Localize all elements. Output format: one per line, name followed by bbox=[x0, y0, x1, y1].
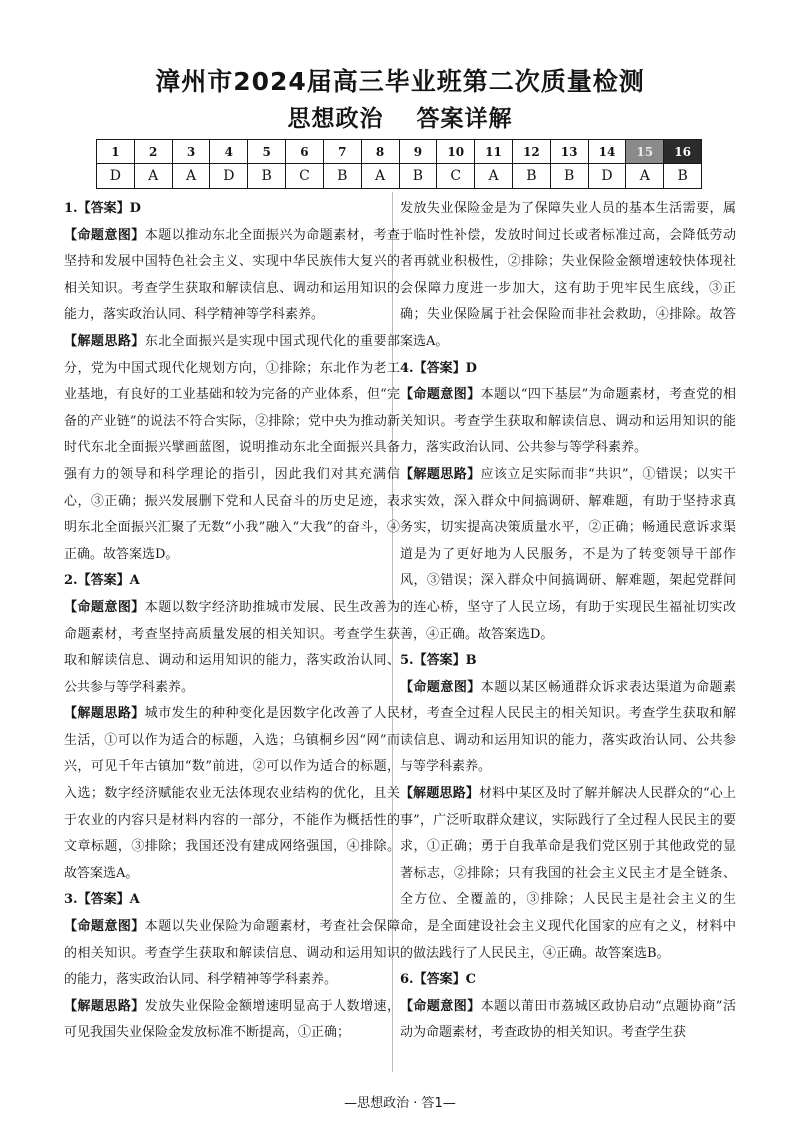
answer-cell: D bbox=[210, 164, 248, 189]
question-number-cell: 15 bbox=[626, 140, 664, 164]
paragraph-text: 本题以数字经济助推城市发展、民生改善为命题素材，考查坚持高质量发展的相关知识。考查学生获取和解读信息、调动和运用知识的能力，落实政治认同、公共参与等学科素养。 bbox=[64, 599, 400, 695]
explanation-paragraph bbox=[64, 701, 400, 887]
question-number-cell: 12 bbox=[512, 140, 550, 164]
section-label: 【解题思路】 bbox=[64, 333, 145, 349]
answer-cell: B bbox=[512, 164, 550, 189]
question-number-cell: 11 bbox=[475, 140, 513, 164]
question-number-cell: 6 bbox=[286, 140, 324, 164]
paragraph-text: 本题以“四下基层”为命题素材，考查党的相关知识。考查学生获取和解读信息、调动和运用知识的能力，落实政治认同、公共参与等学科素养。 bbox=[400, 387, 736, 456]
question-number-cell: 2 bbox=[134, 140, 172, 164]
explanation-paragraph bbox=[400, 462, 736, 648]
question-number-cell: 7 bbox=[323, 140, 361, 164]
explanation-paragraph bbox=[400, 196, 736, 356]
left-column bbox=[64, 196, 400, 1047]
answer-cell: B bbox=[399, 164, 437, 189]
explanation-paragraph bbox=[400, 781, 736, 967]
question-number-cell: 5 bbox=[248, 140, 286, 164]
subtitle-label: 答案详解 bbox=[416, 106, 513, 132]
answer-heading: 3.【答案】A bbox=[64, 892, 140, 908]
question-number-cell: 14 bbox=[588, 140, 626, 164]
answer-cell: D bbox=[588, 164, 626, 189]
answer-cell: B bbox=[664, 164, 702, 189]
paragraph-text: 东北全面振兴是实现中国式现代化的重要部分，党为中国式现代化规划方向，①排除；东北作为老工业基地，有良好的工业基础和较为完备的产业体系，但“完备的产业链”的说法不符合实际，②排除；党中央为推动新时代东北全面振兴擘画蓝图，说明推动东北全面振兴具备强有力的领导和科学理论的指引，因此我们对其充满信心，③正确；振兴发展删下党和人民奋斗的历史足迹，表明东北全面振兴汇聚了无数“小我”融入“大我”的奋斗，④正确。故答案选D。 bbox=[64, 333, 400, 562]
answer-cell: D bbox=[97, 164, 135, 189]
answer-cell: B bbox=[248, 164, 286, 189]
section-label: 【解题思路】 bbox=[64, 998, 145, 1014]
answer-table-answer-row bbox=[97, 164, 702, 189]
answer-cell: B bbox=[550, 164, 588, 189]
paragraph-text: 城市发生的种种变化是因数字化改善了人民生活，①可以作为适合的标题，入选；乌镇桐乡因“网”而兴，可见千年古镇加“数”前进，②可以作为适合的标题，入选；数字经济赋能农业无法体现农业结构的优化，且关于农业的内容只是材料内容的一部分，不能作为概括性的文章标题，③排除；我国还没有建成网络强国，④排除。故答案选A。 bbox=[64, 706, 400, 881]
section-label: 【命题意图】 bbox=[400, 679, 481, 695]
explanation-paragraph bbox=[64, 595, 400, 701]
explanation-paragraph bbox=[64, 994, 400, 1047]
paragraph-text: 发放失业保险金额增速明显高于人数增速，可见我国失业保险金发放标准不断提高，①正确； bbox=[64, 998, 400, 1041]
explanation-paragraph bbox=[400, 994, 736, 1047]
page-title: 漳州市2024届高三毕业班第二次质量检测 bbox=[155, 67, 645, 96]
paragraph-text: 本题以某区畅通群众诉求表达渠道为命题素材，考查全过程人民民主的相关知识。考查学生获取和解读信息、调动和运用知识的能力，落实政治认同、公共参与等学科素养。 bbox=[400, 679, 736, 775]
page-footer: —思想政治 · 答1— bbox=[344, 1096, 456, 1111]
paragraph-text: 本题以推动东北全面振兴为命题素材，考查坚持和发展中国特色社会主义、实现中华民族伟大复兴的相关知识。考查学生获取和解读信息、调动和运用知识的能力，落实政治认同、科学精神等学科素养。 bbox=[64, 227, 400, 323]
explanation-paragraph bbox=[64, 223, 400, 329]
section-label: 【命题意图】 bbox=[64, 227, 145, 243]
question-number-cell: 1 bbox=[97, 140, 135, 164]
explanation-paragraph bbox=[400, 675, 736, 781]
right-column bbox=[400, 196, 736, 1047]
section-label: 【命题意图】 bbox=[64, 919, 145, 935]
answer-cell: A bbox=[626, 164, 664, 189]
section-label: 【解题思路】 bbox=[400, 786, 480, 802]
answer-cell: A bbox=[134, 164, 172, 189]
answer-table-number-row bbox=[97, 140, 702, 164]
answer-heading: 2.【答案】A bbox=[64, 573, 140, 589]
question-number-cell: 10 bbox=[437, 140, 475, 164]
paragraph-text: 本题以失业保险为命题素材，考查社会保障的相关知识。考查学生获取和解读信息、调动和运用知识的能力，落实政治认同、科学精神等学科素养。 bbox=[64, 919, 400, 988]
paragraph-text: 应该立足实际而非“共识”，①错误；以实干求实效，深入群众中间搞调研、解难题，有助于坚持求真务实，切实提高决策质量水平，②正确；畅通民意诉求渠道是为了更好地为人民服务，不是为了转变领导干部作风，③错误；深入群众中间搞调研、解难题，架起党群间的连心桥，坚守了人民立场，有助于实现民生福祉切实改善，④正确。故答案选D。 bbox=[400, 466, 736, 642]
question-number-cell: 4 bbox=[210, 140, 248, 164]
paragraph-text: 发放失业保险金是为了保障失业人员的基本生活需要，属于临时性补偿，发放时间过长或者标准过高，会降低劳动者再就业积极性，②排除；失业保险金额增速较快体现社会保障力度进一步加大，这有助于兜牢民生底线，③正确；失业保险属于社会保险而非社会救助，④排除。故答案选A。 bbox=[400, 201, 736, 349]
answer-heading: 4.【答案】D bbox=[400, 360, 477, 376]
explanation-paragraph bbox=[400, 382, 736, 462]
section-label: 【命题意图】 bbox=[64, 599, 145, 615]
answer-heading: 5.【答案】B bbox=[400, 653, 477, 669]
answer-cell: B bbox=[323, 164, 361, 189]
paragraph-text: 本题以莆田市荔城区政协启动“点题协商”活动为命题素材，考查政协的相关知识。考查学生获 bbox=[400, 998, 736, 1041]
answer-heading: 6.【答案】C bbox=[400, 972, 476, 988]
question-number-cell: 16 bbox=[664, 140, 702, 164]
page-subtitle bbox=[0, 100, 800, 133]
explanation-paragraph bbox=[64, 914, 400, 994]
explanation-paragraph bbox=[64, 329, 400, 568]
question-number-cell: 8 bbox=[361, 140, 399, 164]
answer-table bbox=[96, 139, 702, 189]
paragraph-text: 材料中某区及时了解并解决人民群众的“心上事”，广泛听取群众建议，实际践行了全过程人民民主的要求，①正确；勇于自我革命是我们党区别于其他政党的显著标志，②排除；只有我国的社会主义民主才是全链条、全方位、全覆盖的，③排除；人民民主是社会主义的生命，是全面建设社会主义现代化国家的应有之义，材料中的做法践行了人民民主，④正确。故答案选B。 bbox=[400, 786, 736, 961]
answer-cell: C bbox=[437, 164, 475, 189]
question-number-cell: 9 bbox=[399, 140, 437, 164]
answer-heading: 1.【答案】D bbox=[64, 201, 141, 216]
section-label: 【命题意图】 bbox=[400, 998, 481, 1014]
answer-cell: A bbox=[475, 164, 513, 189]
answer-cell: A bbox=[172, 164, 210, 189]
section-label: 【解题思路】 bbox=[400, 466, 481, 482]
answer-cell: C bbox=[286, 164, 324, 189]
question-number-cell: 3 bbox=[172, 140, 210, 164]
answer-cell: A bbox=[361, 164, 399, 189]
question-number-cell: 13 bbox=[550, 140, 588, 164]
section-label: 【命题意图】 bbox=[400, 387, 481, 403]
section-label: 【解题思路】 bbox=[64, 706, 145, 722]
subject-label: 思想政治 bbox=[287, 106, 384, 132]
